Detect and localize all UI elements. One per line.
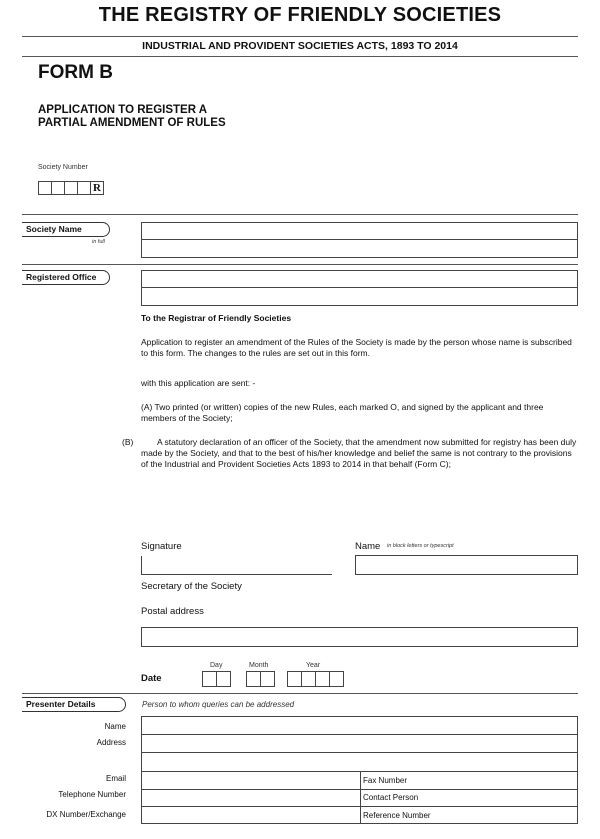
postal-address-label: Postal address [141, 606, 204, 617]
society-name-hint: in full [92, 239, 105, 245]
date-digit[interactable] [202, 671, 217, 687]
section-divider [22, 264, 578, 265]
item-b-label: (B) [122, 437, 134, 447]
date-digit[interactable] [329, 671, 344, 687]
item-a-text: (A) Two printed (or written) copies of the new Rules, each marked O, and signed by the applicant and three members of the Society; [141, 402, 544, 423]
society-number-digit[interactable] [51, 181, 65, 195]
header-divider [22, 36, 578, 37]
name-hint: in block letters or typescript [387, 543, 454, 549]
date-month-boxes[interactable] [246, 671, 274, 687]
society-name-tab [22, 222, 110, 237]
acts-subtitle: INDUSTRIAL AND PROVIDENT SOCIETIES ACTS, 1893 TO 2014 [142, 40, 458, 52]
to-registrar-heading: To the Registrar of Friendly Societies [141, 313, 292, 323]
signature-field[interactable] [141, 556, 332, 575]
society-number-digit[interactable] [77, 181, 91, 195]
date-year-boxes[interactable] [287, 671, 343, 687]
item-b-text: A statutory declaration of an officer of the Society, that the amendment now submitted for registry has been duly made by the Society, and that to the best of his/her knowledge and belief the same is not contrary to the provisions of the Industrial and Provident Societies Acts 1893 to 2014 in that behalf (Form C); [141, 437, 577, 469]
presenter-dx-field[interactable] [142, 807, 359, 823]
enclosures-intro: with this application are sent: - [141, 378, 256, 388]
date-digit[interactable] [246, 671, 261, 687]
section-divider [22, 693, 578, 694]
intro-paragraph: Application to register an amendment of the Rules of the Society is made by the person whose name is subscribed to this form. The changes to the rules are set out in this form. [141, 337, 572, 358]
date-digit[interactable] [315, 671, 330, 687]
presenter-email-field[interactable] [142, 772, 359, 788]
date-day-boxes[interactable] [202, 671, 230, 687]
name-label: Name [355, 541, 381, 552]
presenter-address-field[interactable] [142, 735, 577, 770]
society-number-suffix: R [90, 181, 104, 195]
contact-person-label: Contact Person [363, 793, 419, 802]
society-number-boxes[interactable] [38, 181, 103, 195]
presenter-name-label: Name [104, 722, 126, 731]
application-title: APPLICATION TO REGISTER A PARTIAL AMENDMENT OF RULES [38, 104, 226, 129]
presenter-dx-label: DX Number/Exchange [46, 810, 126, 819]
presenter-email-label: Email [105, 774, 126, 783]
presenter-details-tab [22, 697, 126, 712]
name-field[interactable] [355, 555, 578, 575]
postal-address-field[interactable] [141, 627, 578, 647]
presenter-address-label: Address [96, 738, 126, 747]
month-label: Month [249, 662, 269, 669]
presenter-name-field[interactable] [142, 717, 577, 733]
grid-line [360, 771, 361, 824]
section-divider [22, 214, 578, 215]
society-name-field-line1[interactable] [141, 222, 578, 240]
subtitle-divider [22, 56, 578, 57]
society-number-digit[interactable] [64, 181, 78, 195]
date-digit[interactable] [260, 671, 275, 687]
date-digit[interactable] [301, 671, 316, 687]
date-label: Date [141, 673, 162, 684]
reference-number-label: Reference Number [363, 811, 431, 820]
registry-title: THE REGISTRY OF FRIENDLY SOCIETIES [98, 4, 502, 26]
presenter-telephone-field[interactable] [142, 790, 359, 805]
registered-office-tab [22, 270, 110, 285]
date-digit[interactable] [216, 671, 231, 687]
date-digit[interactable] [287, 671, 302, 687]
presenter-details-label: Presenter Details [26, 699, 96, 709]
presenter-telephone-label: Telephone Number [58, 790, 126, 799]
fax-number-label: Fax Number [363, 776, 408, 785]
society-number-digit[interactable] [38, 181, 52, 195]
form-code: FORM B [38, 62, 113, 83]
society-number-label: Society Number [38, 164, 88, 171]
registered-office-field-line2[interactable] [141, 287, 578, 306]
day-label: Day [210, 662, 223, 669]
registered-office-field-line1[interactable] [141, 270, 578, 288]
society-name-label: Society Name [26, 224, 82, 234]
society-name-field-line2[interactable] [141, 239, 578, 258]
registered-office-label: Registered Office [26, 272, 97, 282]
presenter-note: Person to whom queries can be addressed [142, 700, 295, 709]
secretary-label: Secretary of the Society [141, 581, 242, 592]
year-label: Year [306, 662, 321, 669]
signature-label: Signature [141, 541, 182, 552]
